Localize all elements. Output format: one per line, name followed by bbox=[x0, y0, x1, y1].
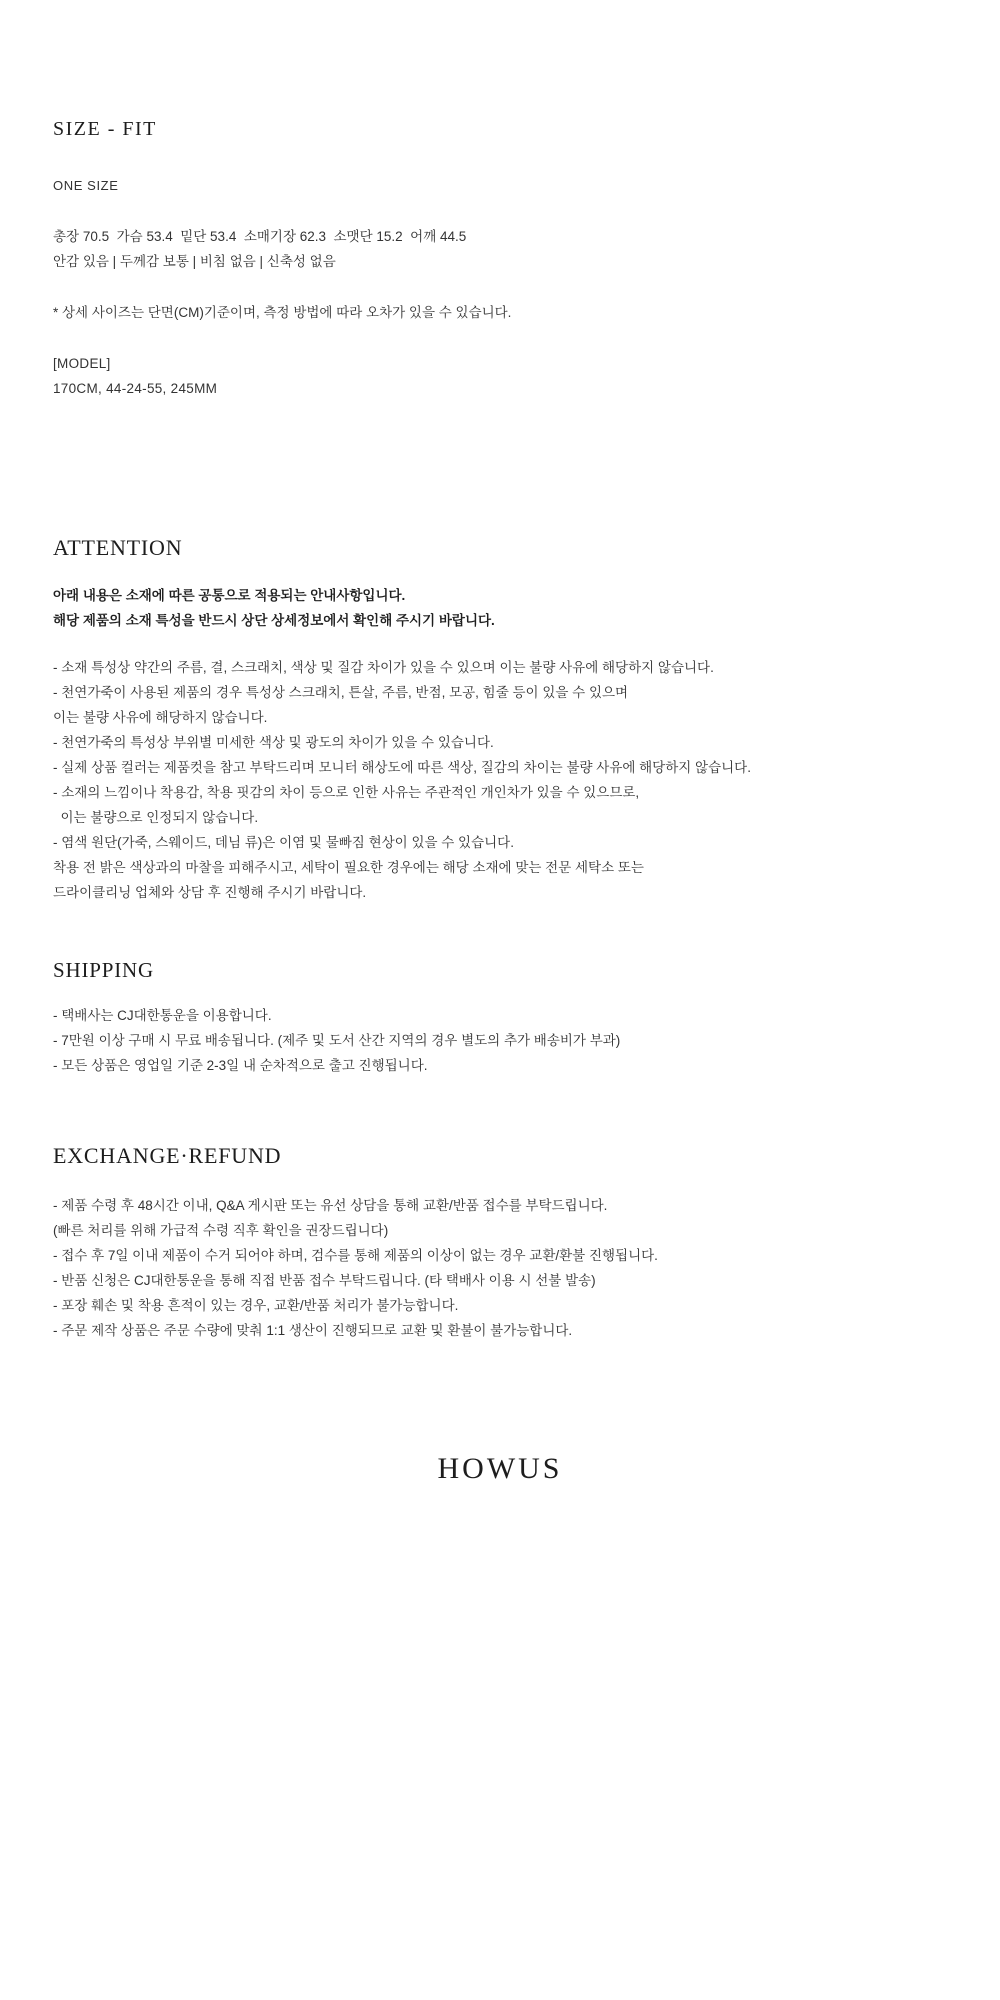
attention-lead-line: 해당 제품의 소재 특성을 반드시 상단 상세정보에서 확인해 주시기 바랍니다. bbox=[53, 613, 495, 628]
attention-line: - 천연가죽이 사용된 제품의 경우 특성상 스크래치, 튼살, 주름, 반점, 모공, 힘줄 등이 있을 수 있으며 bbox=[53, 685, 629, 700]
shipping-line: - 모든 상품은 영업일 기준 2-3일 내 순차적으로 출고 진행됩니다. bbox=[53, 1058, 428, 1073]
shipping-title: SHIPPING bbox=[53, 958, 154, 982]
exchange-refund-section bbox=[53, 1143, 658, 1343]
size-fit-measurements: 총장 70.5 가슴 53.4 밑단 53.4 소매기장 62.3 소맷단 15.2 어깨 44.5 bbox=[53, 229, 467, 244]
exchange-line: - 제품 수령 후 48시간 이내, Q&A 게시판 또는 유선 상담을 통해 교환/반품 접수를 부탁드립니다. bbox=[53, 1198, 608, 1213]
attention-line: 드라이클리닝 업체와 상담 후 진행해 주시기 바랍니다. bbox=[53, 885, 367, 900]
exchange-refund-title: EXCHANGE·REFUND bbox=[53, 1143, 282, 1168]
model-spec: 170CM, 44-24-55, 245MM bbox=[53, 381, 218, 396]
attention-lead-line: 아래 내용은 소재에 따른 공통으로 적용되는 안내사항입니다. bbox=[53, 588, 406, 603]
size-fit-title: SIZE - FIT bbox=[53, 118, 157, 140]
size-fit-note: * 상세 사이즈는 단면(CM)기준이며, 측정 방법에 따라 오차가 있을 수 있습니다. bbox=[53, 305, 512, 320]
exchange-line: - 포장 훼손 및 착용 흔적이 있는 경우, 교환/반품 처리가 불가능합니다. bbox=[53, 1298, 459, 1313]
attention-line: - 소재 특성상 약간의 주름, 결, 스크래치, 색상 및 질감 차이가 있을 수 있으며 이는 불량 사유에 해당하지 않습니다. bbox=[53, 660, 714, 675]
attention-line: 이는 불량 사유에 해당하지 않습니다. bbox=[53, 710, 268, 725]
attention-line: - 소재의 느낌이나 착용감, 착용 핏감의 차이 등으로 인한 사유는 주관적인 개인차가 있을 수 있으므로, bbox=[53, 785, 640, 800]
exchange-line: - 주문 제작 상품은 주문 수량에 맞춰 1:1 생산이 진행되므로 교환 및 환불이 불가능합니다. bbox=[53, 1323, 573, 1338]
brand-logo: HOWUS bbox=[437, 1452, 563, 1485]
shipping-section bbox=[53, 958, 620, 1078]
attention-line: 이는 불량으로 인정되지 않습니다. bbox=[53, 810, 259, 825]
attention-line: - 염색 원단(가죽, 스웨이드, 데님 류)은 이염 및 물빠짐 현상이 있을 수 있습니다. bbox=[53, 835, 514, 850]
model-label: [MODEL] bbox=[53, 356, 111, 371]
size-fit-one-size: ONE SIZE bbox=[53, 178, 119, 193]
exchange-line: - 반품 신청은 CJ대한통운을 통해 직접 반품 접수 부탁드립니다. (타 택배사 이용 시 선불 발송) bbox=[53, 1273, 596, 1288]
attention-line: - 천연가죽의 특성상 부위별 미세한 색상 및 광도의 차이가 있을 수 있습니다. bbox=[53, 735, 494, 750]
attention-line: 착용 전 밝은 색상과의 마찰을 피해주시고, 세탁이 필요한 경우에는 해당 소재에 맞는 전문 세탁소 또는 bbox=[53, 860, 644, 875]
exchange-line: - 접수 후 7일 이내 제품이 수거 되어야 하며, 검수를 통해 제품의 이상이 없는 경우 교환/환불 진행됩니다. bbox=[53, 1248, 658, 1263]
shipping-line: - 택배사는 CJ대한통운을 이용합니다. bbox=[53, 1008, 272, 1023]
attention-title: ATTENTION bbox=[53, 535, 183, 560]
shipping-line: - 7만원 이상 구매 시 무료 배송됩니다. (제주 및 도서 산간 지역의 경우 별도의 추가 배송비가 부과) bbox=[53, 1033, 621, 1048]
size-fit-section bbox=[53, 118, 511, 401]
attention-line: - 실제 상품 컬러는 제품컷을 참고 부탁드리며 모니터 해상도에 따른 색상, 질감의 차이는 불량 사유에 해당하지 않습니다. bbox=[53, 760, 751, 775]
size-fit-attributes: 안감 있음 | 두께감 보통 | 비침 없음 | 신축성 없음 bbox=[53, 254, 336, 269]
exchange-line: (빠른 처리를 위해 가급적 수령 직후 확인을 권장드립니다) bbox=[53, 1223, 389, 1238]
attention-section bbox=[53, 535, 751, 905]
